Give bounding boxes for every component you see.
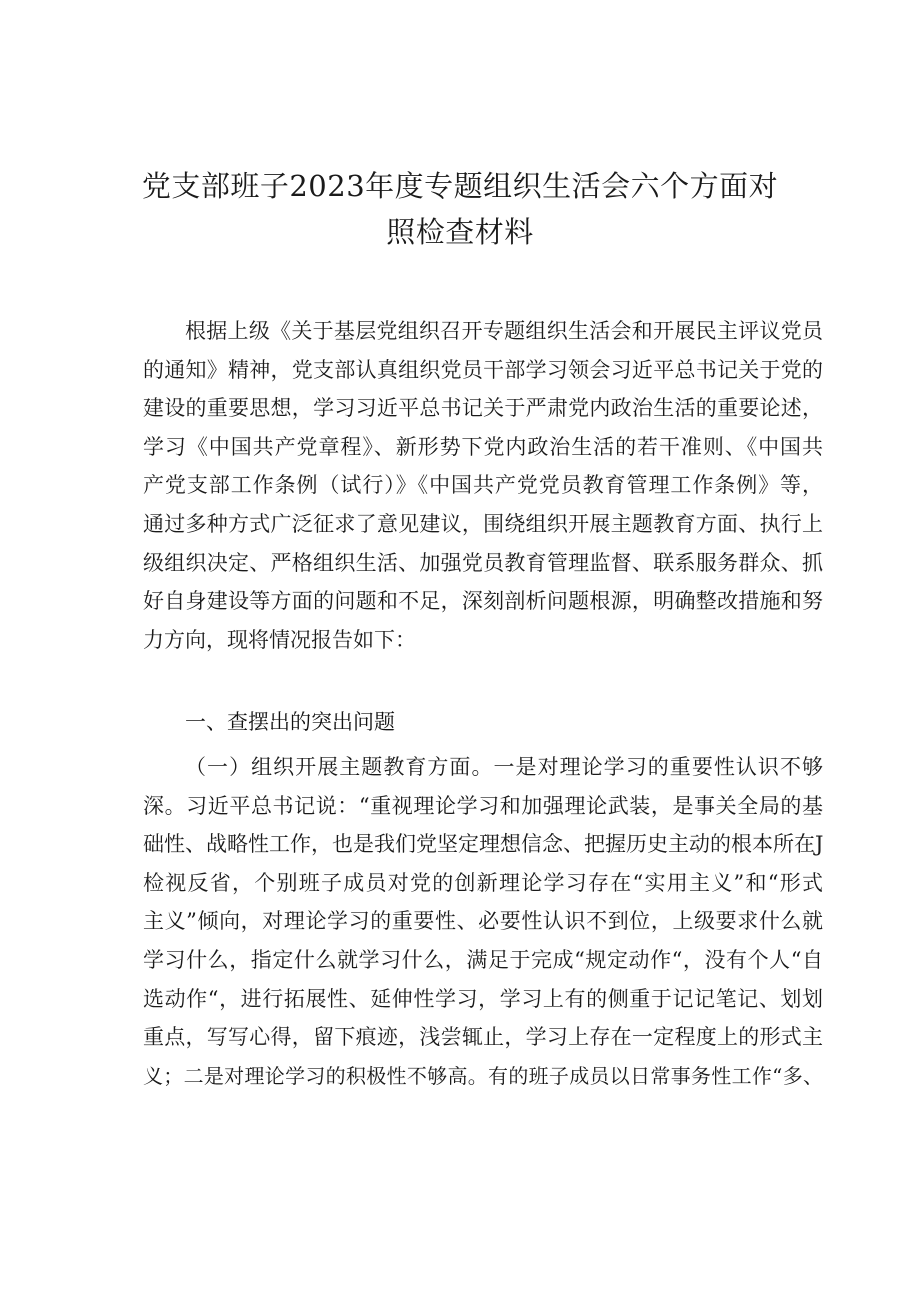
paragraph-line: （一）组织开展主题教育方面。一是对理论学习的重要性认识不够 xyxy=(185,755,823,779)
document-title xyxy=(0,163,920,255)
section-heading xyxy=(143,703,823,742)
title-line-2: 照检查材料 xyxy=(386,215,534,249)
paragraph-line: 义；二是对理论学习的积极性不够高。有的班子成员以日常事务性工作“多、 xyxy=(143,1063,823,1088)
paragraph-line: 根据上级《关于基层党组织召开专题组织生活会和开展民主评议党员 xyxy=(185,319,823,343)
paragraph-line: 级组织决定、严格组织生活、加强党员教育管理监督、联系服务群众、抓 xyxy=(143,550,823,575)
paragraph-line: 础性、战略性工作，也是我们党坚定理想信念、把握历史主动的根本所在J xyxy=(143,832,823,857)
paragraph-line: 学习《中国共产党章程》、新形势下党内政治生活的若干准则、《中国共 xyxy=(143,434,823,459)
paragraph-line: 学习什么，指定什么就学习什么，满足于完成“规定动作“，没有个人“自 xyxy=(143,947,823,972)
issues-paragraph xyxy=(143,748,823,1095)
paragraph-line: 通过多种方式广泛征求了意见建议，围绕组织开展主题教育方面、执行上 xyxy=(143,511,823,536)
paragraph-line: 产党支部工作条例（试行）》《中国共产党党员教育管理工作条例》等， xyxy=(143,473,823,498)
paragraph-line: 力方向，现将情况报告如下： xyxy=(143,627,416,652)
paragraph-line: 检视反省，个别班子成员对党的创新理论学习存在“实用主义”和“形式 xyxy=(143,870,823,895)
section-heading-text: 一、查摆出的突出问题 xyxy=(185,710,395,734)
paragraph-line: 好自身建设等方面的问题和不足，深刻剖析问题根源，明确整改措施和努 xyxy=(143,589,823,614)
intro-paragraph xyxy=(143,312,823,659)
paragraph-line: 深。习近平总书记说：“重视理论学习和加强理论武装，是事关全局的基 xyxy=(143,793,823,818)
title-line-1: 党支部班子2023年度专题组织生活会六个方面对 xyxy=(141,169,779,203)
paragraph-line: 的通知》精神，党支部认真组织党员干部学习领会习近平总书记关于党的 xyxy=(143,357,823,382)
paragraph-line: 建设的重要思想，学习习近平总书记关于严肃党内政治生活的重要论述， xyxy=(143,396,823,421)
paragraph-line: 主义”倾向，对理论学习的重要性、必要性认识不到位，上级要求什么就 xyxy=(143,909,823,934)
paragraph-line: 重点，写写心得，留下痕迹，浅尝辄止，学习上存在一定程度上的形式主 xyxy=(143,1025,823,1050)
paragraph-line: 选动作“，进行拓展性、延伸性学习，学习上有的侧重于记记笔记、划划 xyxy=(143,986,823,1011)
